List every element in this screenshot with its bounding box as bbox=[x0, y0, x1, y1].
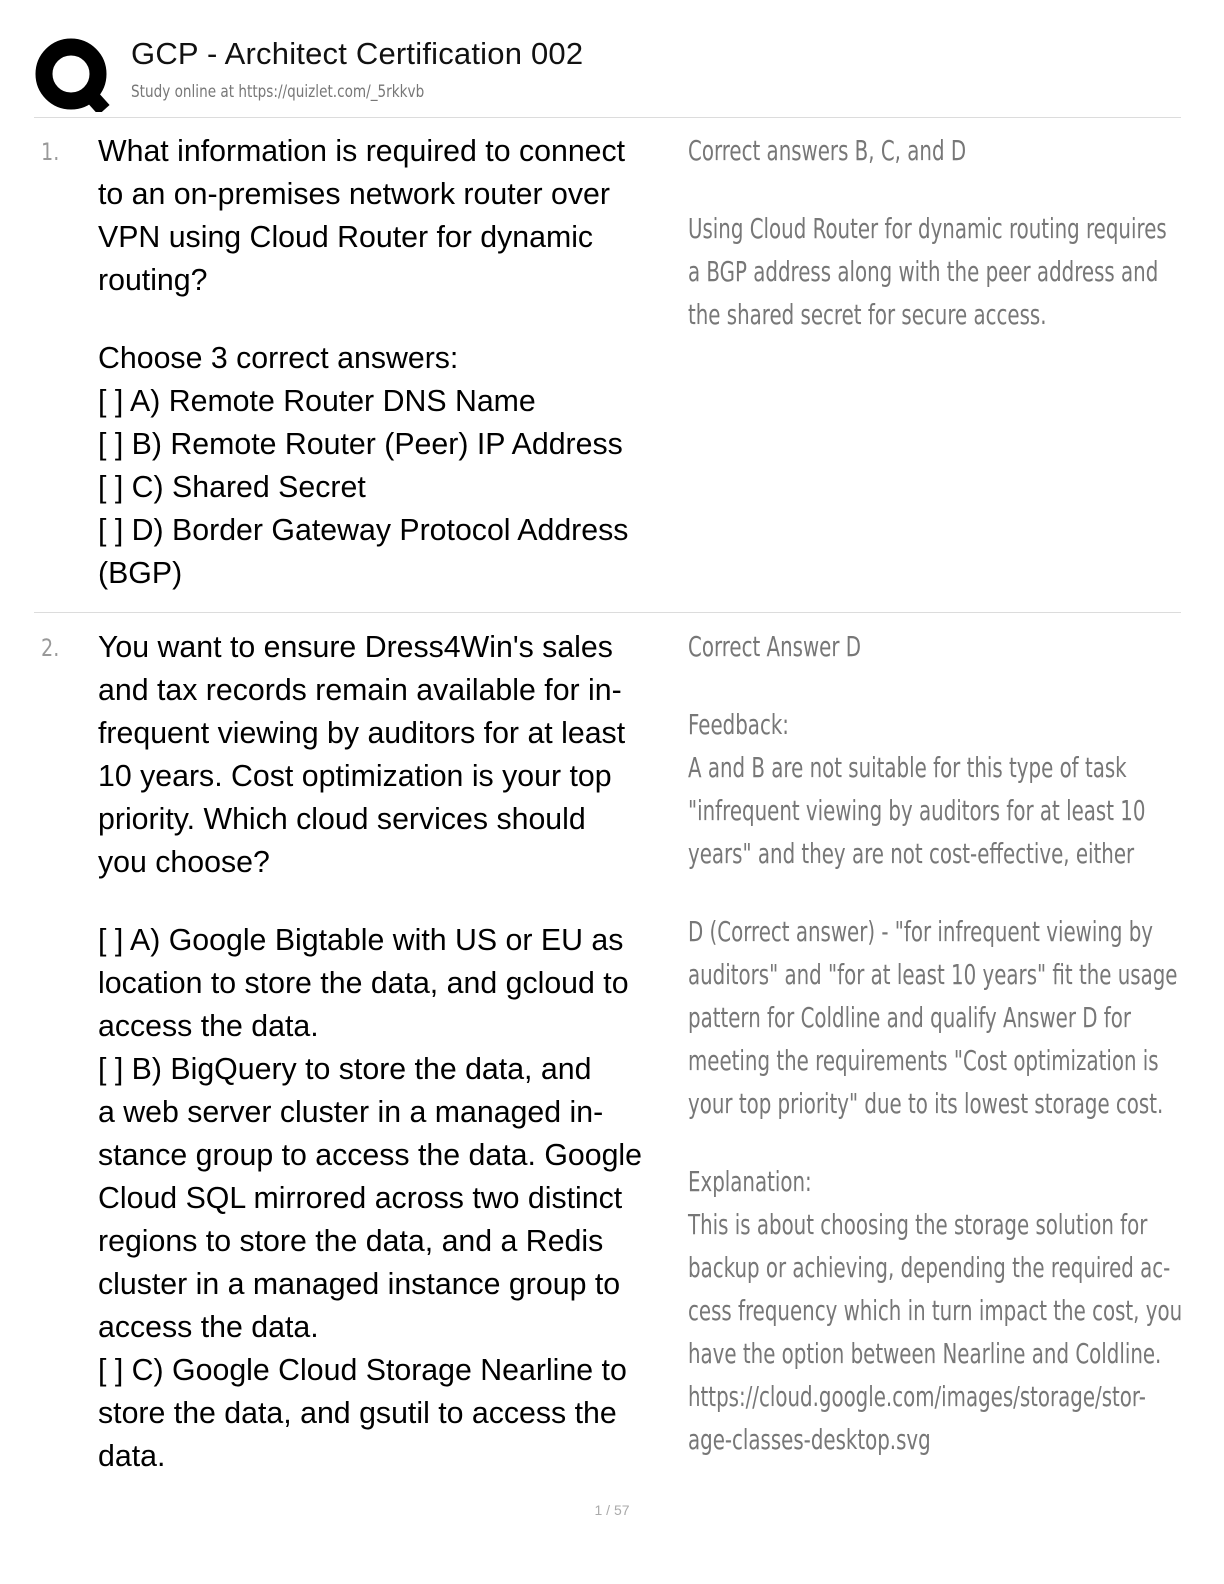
answer-heading: Correct answers B, C, and D bbox=[688, 135, 967, 167]
choice-instruction: Choose 3 correct answers: bbox=[98, 342, 459, 375]
answer-text: Correct Answer D Feedback: A and B are not suitable for this type of task "infrequent viewing by auditors for at least 10 years" and they are not cost-effective, either D (Correct answer) - "for infrequent viewing by auditors" and "for at least 10 years" fit the usage pattern for Coldline and qualify Answer D for meeting the requirements "Cost optimization is your top priority" due to its lowest storage cost. Explanation: This is about choosing the storage solution for backup or achieving, depending the required ac- cess frequency which in turn impact the cost, you have the option between Nearline and Coldline. https://cloud.google.com/images/storage/stor- age-classes-desktop.svg bbox=[688, 626, 1188, 1462]
choice-d: [ ] D) Border Gateway Protocol Address bbox=[98, 514, 629, 547]
question-text: What information is required to connect to an on-premises network router over VPN using Cloud Router for dynamic routing? Choose 3 correct answers: [ ] A) Remote Router DNS Name [ ] B) Remote Router (Peer) IP Address [ ] C) Shared Secret [ ] D) Border Gateway Protocol Address (BGP) bbox=[98, 130, 682, 595]
choice-b: [ ] B) BigQuery to store the data, and bbox=[98, 1053, 592, 1086]
divider bbox=[34, 612, 1181, 613]
divider bbox=[34, 117, 1181, 118]
choice-b: [ ] B) Remote Router (Peer) IP Address bbox=[98, 428, 623, 461]
page-title: GCP - Architect Certification 002 bbox=[131, 36, 584, 71]
study-online-link[interactable]: Study online at https://quizlet.com/_5rkkvb bbox=[131, 82, 425, 102]
question-number: 1. bbox=[41, 138, 60, 166]
header bbox=[34, 30, 1180, 116]
explanation-label: Explanation: bbox=[688, 1166, 812, 1198]
choice-a: [ ] A) Google Bigtable with US or EU as bbox=[98, 924, 624, 957]
question-number: 2. bbox=[41, 634, 60, 662]
question-text: You want to ensure Dress4Win's sales and tax records remain available for in- frequent viewing by auditors for at least 10 years. Cost optimization is your top priority. Which cloud services should you choose? [ ] A) Google Bigtable with US or EU as location to store the data, and gcloud to access the data. [ ] B) BigQuery to store the data, and a web server cluster in a managed in- stance group to access the data. Google Cloud SQL mirrored across two distinct regions to store the data, and a Redis cluster in a managed instance group to access the data. [ ] C) Google Cloud Storage Nearline to store the data, and gsutil to access the data. bbox=[98, 626, 682, 1478]
answer-text: Correct answers B, C, and D Using Cloud Router for dynamic routing requires a BGP address along with the peer address and the shared secret for secure access. bbox=[688, 130, 1188, 337]
explanation-link[interactable]: https://cloud.google.com/images/storage/stor- bbox=[688, 1381, 1146, 1413]
question-card-1 bbox=[34, 130, 1181, 600]
answer-heading: Correct Answer D bbox=[688, 631, 862, 663]
page-number: 1 / 57 bbox=[594, 1502, 630, 1518]
choice-a: [ ] A) Remote Router DNS Name bbox=[98, 385, 536, 418]
choice-c: [ ] C) Shared Secret bbox=[98, 471, 366, 504]
feedback-label: Feedback: bbox=[688, 709, 789, 741]
question-card-2 bbox=[34, 626, 1181, 1486]
quizlet-logo-icon bbox=[34, 38, 112, 112]
choice-c: [ ] C) Google Cloud Storage Nearline to bbox=[98, 1354, 627, 1387]
